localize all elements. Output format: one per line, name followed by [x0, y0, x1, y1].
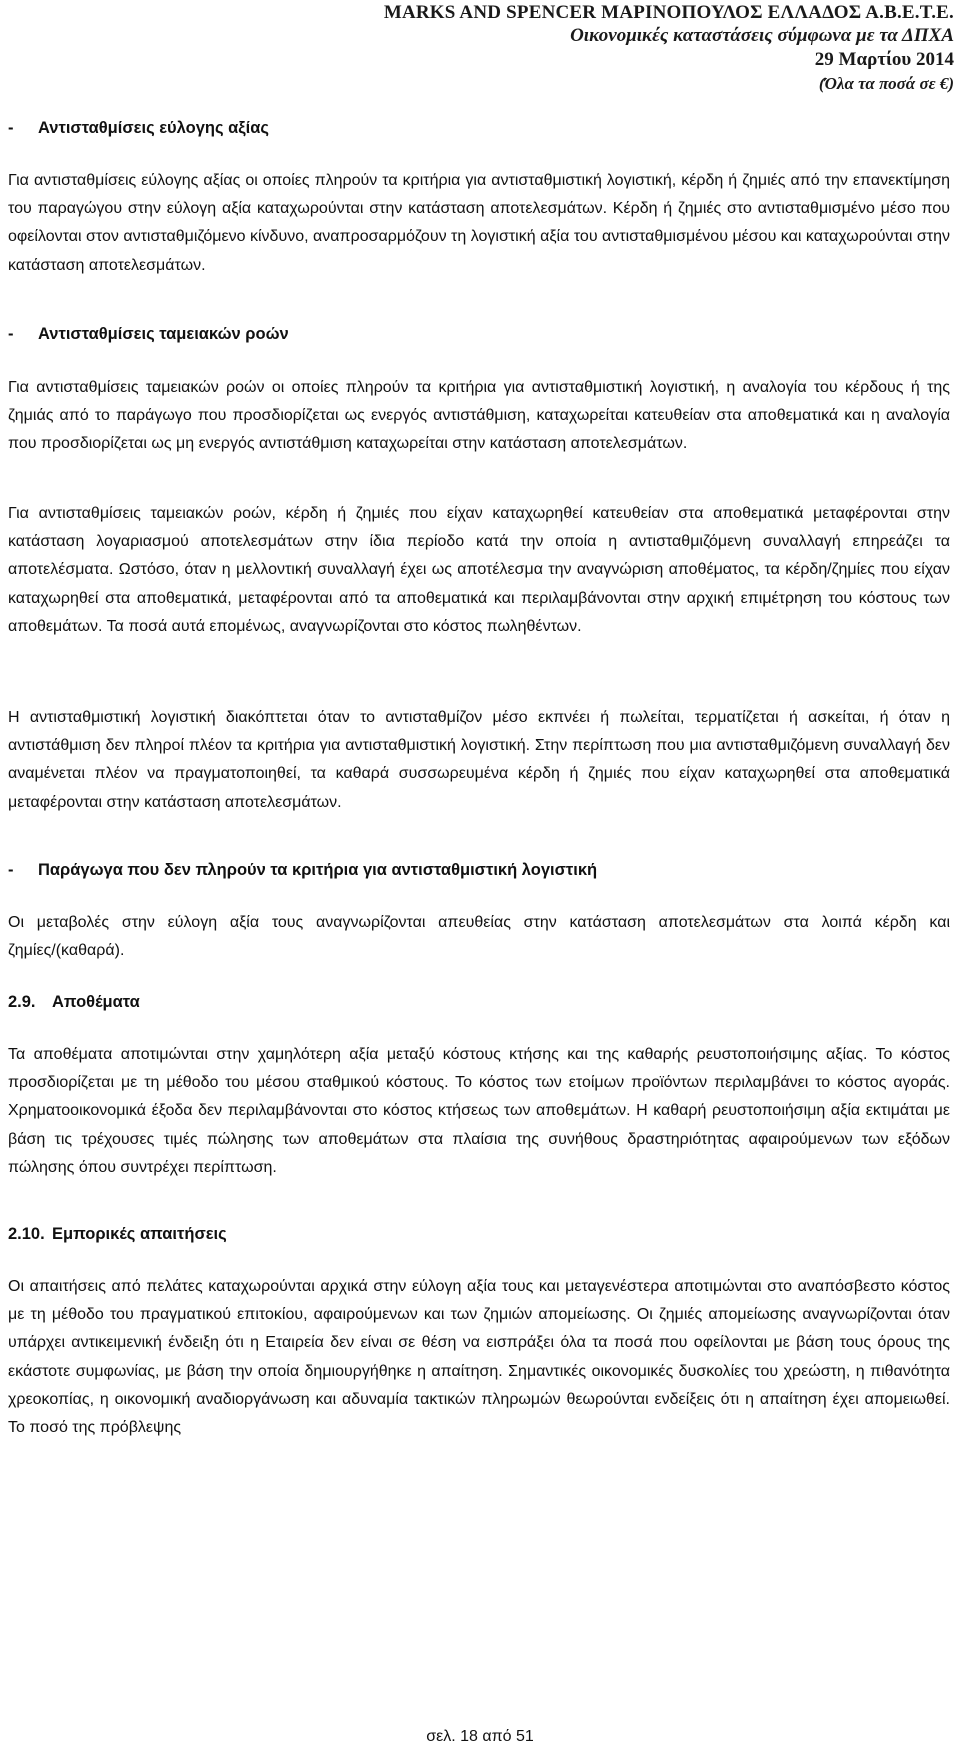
paragraph: Για αντισταθμίσεις ταμειακών ροών, κέρδη ή ζημιές που είχαν καταχωρηθεί κατευθείαν στα αποθεματικά μεταφέρονται στην κατάσταση λογαριασμού αποτελεσμάτων στην ίδια περίοδο κατά την οποία η αντισταθμιζόμενη συναλλαγή επηρεάζει τα αποτελέσματα. Ωστόσο, όταν η μελλοντική συναλλαγή έχει ως αποτέλεσμα την αναγνώριση αποθέματος, τα κέρδη/ζημίες που είχαν καταχωρηθεί στα αποθεματικά, μεταφέρονται από τα αποθεματικά και περιλαμβάνονται στην αρχική επιμέτρηση του κόστους των αποθεμάτων. Τα ποσά αυτά επομένως, αναγνωρίζονται στο κόστος πωληθέντων. [8, 505, 950, 635]
paragraph: Οι μεταβολές στην εύλογη αξία τους αναγνωρίζονται απευθείας στην κατάσταση αποτελεσμάτων στα λοιπά κέρδη και ζημίες/(καθαρά). [8, 914, 950, 960]
section-number: 2.9. [8, 993, 36, 1011]
paragraph: Για αντισταθμίσεις εύλογης αξίας οι οποίες πληρούν τα κριτήρια για αντισταθμιστική λογιστική, κέρδη ή ζημιές από την επανεκτίμηση του παραγώγου στην εύλογη αξία καταχωρούνται στην κατάσταση αποτελεσμάτων. Κέρδη ή ζημιές στο αντισταθμισμένο μέσο που οφείλονται στον αντισταθμιζόμενο κίνδυνο, αναπροσαρμόζουν τη λογιστική αξία του αντισταθμισμένου μέσου και καταχωρούνται στην κατάσταση αποτελεσμάτων. [8, 172, 950, 274]
subheading-text: Αντισταθμίσεις εύλογης αξίας [38, 119, 269, 137]
paragraph: Για αντισταθμίσεις ταμειακών ροών οι οποίες πληρούν τα κριτήρια για αντισταθμιστική λογιστική, η αναλογία του κέρδους ή της ζημιάς από το παράγωγο που προσδιορίζεται ως ενεργός αντιστάθμιση, καταχωρείται κατευθείαν στα αποθεματικά και η αναλογία που προσδιορίζεται ως μη ενεργός αντιστάθμιση καταχωρείται στην κατάσταση αποτελεσμάτων. [8, 379, 950, 453]
cash-flow-paragraph-2 [8, 500, 950, 641]
subheading-text: Παράγωγα που δεν πληρούν τα κριτήρια για αντισταθμιστική λογιστική [38, 861, 598, 879]
paragraph: Τα αποθέματα αποτιμώνται στην χαμηλότερη αξία μεταξύ κόστους κτήσης και της καθαρής ρευστοποιήσιμης αξίας. Το κόστος προσδιορίζεται με τη μέθοδο του μέσου σταθμικού κόστους. Το κόστος των ετοίμων προϊόντων περιλαμβάνει το κόστος αγοράς. Χρηματοοικονομικά έξοδα δεν περιλαμβάνονται στο κόστος κτήσεως των αποθεμάτων. Η καθαρή ρευστοποιήσιμη αξία εκτιμάται με βάση τις τρέχουσες τιμές πώλησης των αποθεμάτων στα πλαίσια της συνήθους δραστηριότητας αφαιρούμενων των εξόδων πώλησης όπου συντρέχει περίπτωση. [8, 1046, 950, 1176]
cash-flow-paragraph-3 [8, 704, 950, 817]
currency-note: (Όλα τα ποσά σε €) [818, 74, 954, 93]
subheading-text: Αντισταθμίσεις ταμειακών ροών [38, 325, 289, 343]
bullet-dash: - [8, 861, 14, 879]
cash-flow-paragraph-1 [8, 374, 950, 459]
page-header [384, 2, 954, 96]
cash-flow-heading [8, 320, 950, 348]
non-hedge-paragraph [8, 909, 950, 965]
fair-value-paragraph [8, 167, 950, 280]
section-title: Εμπορικές απαιτήσεις [52, 1225, 227, 1243]
receivables-heading [8, 1220, 950, 1248]
paragraph: Οι απαιτήσεις από πελάτες καταχωρούνται αρχικά στην εύλογη αξία τους και μεταγενέστερα αποτιμώνται στο αναπόσβεστο κόστος με τη μέθοδο του πραγματικού επιτοκίου, αφαιρούμενων και των ζημιών απομείωσης. Οι ζημιές απομείωσης αναγνωρίζονται όταν υπάρχει αντικειμενική ένδειξη ότι η Εταιρεία δεν είναι σε θέση να εισπράξει όλα τα ποσά που οφείλονται με βάση τους όρους της εκάστοτε συμφωνίας, με βάση την οποία δημιουργήθηκε η απαίτηση. Σημαντικές οικονομικές δυσκολίες του χρεώστη, η πιθανότητα χρεοκοπίας, η οικονομική αναδιοργάνωση και αδυναμία τακτικών πληρωμών θεωρούνται ενδείξεις ότι η απαίτηση έχει απομειωθεί. Το ποσό της πρόβλεψης [8, 1278, 950, 1437]
paragraph: Η αντισταθμιστική λογιστική διακόπτεται όταν το αντισταθμίζον μέσο εκπνέει ή πωλείται, τερματίζεται ή ασκείται, ή όταν η αντιστάθμιση δεν πληροί πλέον τα κριτήρια για αντισταθμιστική λογιστική. Στην περίπτωση που μια αντισταθμιζόμενη συναλλαγή δεν αναμένεται πλέον να πραγματοποιηθεί, τα καθαρά συσσωρευμένα κέρδη ή ζημιές που είχαν καταχωρηθεί στα αποθεματικά μεταφέρονται στην κατάσταση αποτελεσμάτων. [8, 709, 950, 811]
page-number: σελ. 18 από 51 [426, 1728, 534, 1745]
fair-value-heading [8, 114, 950, 142]
inventories-heading [8, 988, 950, 1016]
inventories-paragraph [8, 1041, 950, 1182]
non-hedge-heading [8, 856, 950, 884]
section-title: Αποθέματα [52, 993, 140, 1011]
statements-subtitle: Οικονομικές καταστάσεις σύμφωνα με τα ΔΠΧΑ [570, 25, 954, 46]
statement-date: 29 Μαρτίου 2014 [814, 49, 954, 70]
bullet-dash: - [8, 325, 14, 343]
receivables-paragraph [8, 1273, 950, 1442]
bullet-dash: - [8, 119, 14, 137]
section-number: 2.10. [8, 1225, 45, 1243]
company-name: MARKS AND SPENCER ΜΑΡΙΝΟΠΟΥΛΟΣ ΕΛΛΑΔΟΣ Α.Β.Ε.Τ.Ε. [383, 2, 954, 23]
